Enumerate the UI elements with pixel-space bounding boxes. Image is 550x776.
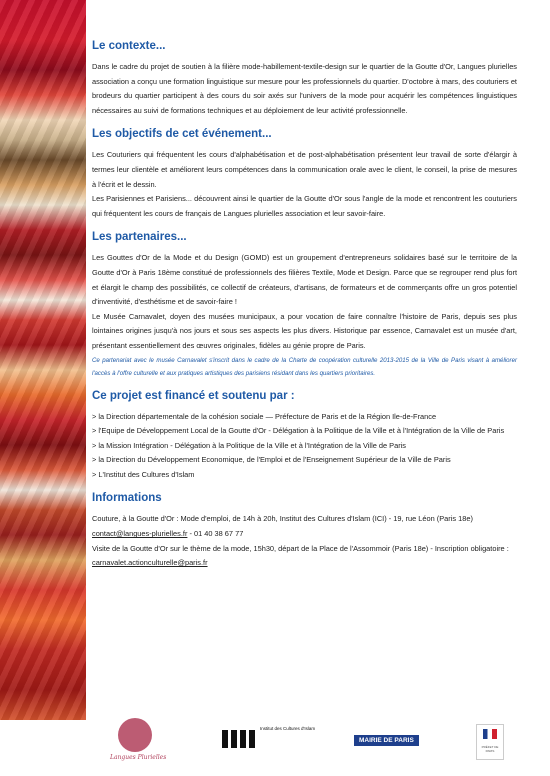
info-line-1: Couture, à la Goutte d'Or : Mode d'emploi, de 14h à 20h, Institut des Cultures d'Islam (ICI) - 19, rue Léon (Paris 18e) <box>92 514 473 524</box>
french-flag-icon <box>483 729 497 739</box>
langues-plurielles-logo-text: Langues Plurielles <box>110 754 167 761</box>
contact-email-link[interactable]: contact@langues-plurielles.fr <box>92 529 188 539</box>
langues-plurielles-logo-icon <box>118 718 152 752</box>
section-contexte <box>92 40 517 118</box>
partenaires-paragraph-1: Les Gouttes d'Or de la Mode et du Design (GOMD) est un groupement d'entrepreneurs solidaires basé sur le territoire de la Goutte d'Or à Paris 18ème constitué de professionnels des filières Textile, Mode et Design. Parce que se regrouper rend plus fort et élargit le champ des possibilités, ce collectif de créateurs, d'artisans, de formateurs et de commerçants offre un gros potentiel d'inventivité, d'esthétisme et de savoir-faire ! <box>92 253 517 307</box>
financement-item: > la Mission Intégration - Délégation à la Politique de la Ville et à l'Intégration de la Ville de Paris <box>92 440 406 450</box>
ici-logo-icon <box>222 730 256 748</box>
financement-item: > L'Institut des Cultures d'Islam <box>92 469 195 479</box>
section-partenaires <box>92 231 517 379</box>
contact-phone: - 01 40 38 67 77 <box>187 529 244 539</box>
carnavalet-email-link[interactable]: carnavalet.actionculturelle@paris.fr <box>92 558 208 568</box>
section-title-informations: Informations <box>92 492 162 505</box>
prefet-de-paris-logo <box>476 724 504 760</box>
section-financement <box>92 390 517 483</box>
partenaires-paragraph-2: Le Musée Carnavalet, doyen des musées municipaux, a pour vocation de faire connaître l'histoire de Paris, depuis ses plus lointaines origines jusqu'à nos jours et sous ses aspects les plus divers. Historique par essence, Carnavalet est un musée d'art, présentant essentiellement des œuvres originales, fidèles au génie propre de Paris. <box>92 311 517 350</box>
info-line-2 <box>92 527 517 542</box>
fabric-photo-strip <box>0 0 86 720</box>
financement-item: > la Direction du Développement Economique, de l'Emploi et de l'Enseignement Supérieur de la Ville de Paris <box>92 455 451 465</box>
section-title-contexte: Le contexte... <box>92 40 166 52</box>
section-title-financement: Ce projet est financé et soutenu par : <box>92 389 295 402</box>
ici-logo-text: Institut des Cultures d'Islam <box>260 726 316 731</box>
section-informations <box>92 492 517 570</box>
partner-logos <box>100 718 520 770</box>
section-title-objectifs: Les objectifs de cet événement... <box>92 128 272 141</box>
info-line-3-text: Visite de la Goutte d'Or sur le thème de la mode, 15h30, départ de la Place de l'Assommoir (Paris 18e) - Inscription obligatoire : <box>92 543 509 553</box>
section-objectifs <box>92 128 517 221</box>
financement-item: > l'Equipe de Développement Local de la Goutte d'Or - Délégation à la Politique de la Ville et à l'Intégration de la Ville de Paris <box>92 426 505 436</box>
objectifs-paragraph-2: Les Parisiennes et Parisiens... découvrent ainsi le quartier de la Goutte d'Or sous l'angle de la mode et rencontrent les couturiers qui fréquentent les cours de français de Langues plurielles association et leur savoir-faire. <box>92 194 517 218</box>
info-line-3 <box>92 542 517 571</box>
section-title-partenaires: Les partenaires... <box>92 231 187 244</box>
prefet-caption: PRÉFET DE PARIS <box>481 745 499 753</box>
financement-item: > la Direction départementale de la cohésion sociale — Préfecture de Paris et de la Région Ile-de-France <box>92 411 437 421</box>
contexte-paragraph: Dans le cadre du projet de soutien à la filière mode-habillement-textile-design sur le quartier de la Goutte d'Or, Langues plurielles association a conçu une formation linguistique sur mesure pour les professionnels du quartier. D'octobre à mars, des couturiers et brodeurs du quartier participent à des cours du soir axés sur l'univers de la mode pour acquérir les compétences linguistiques nécessaires au suivi de formations techniques et au déploiement de leur activité professionnelle. <box>92 62 517 115</box>
partenaires-note: Ce partenariat avec le musée Carnavalet s'inscrit dans le cadre de la Charte de coopération culturelle 2013-2015 de la Ville de Paris visant à améliorer l'accès à l'offre culturelle et aux pratiques artistiques des parisiens résidant dans les quartiers prioritaires. <box>92 356 517 377</box>
objectifs-paragraph-1: Les Couturiers qui fréquentent les cours d'alphabétisation et de post-alphabétisation présentent leur travail de sorte d'élargir à termes leur clientèle et améliorent leurs compétences dans la communication orale avec le client, le conseil, la prise de mesures à l'écrit et le dessin. <box>92 150 517 189</box>
mairie-de-paris-logo: MAIRIE DE PARIS <box>354 735 419 746</box>
main-content <box>92 40 517 581</box>
